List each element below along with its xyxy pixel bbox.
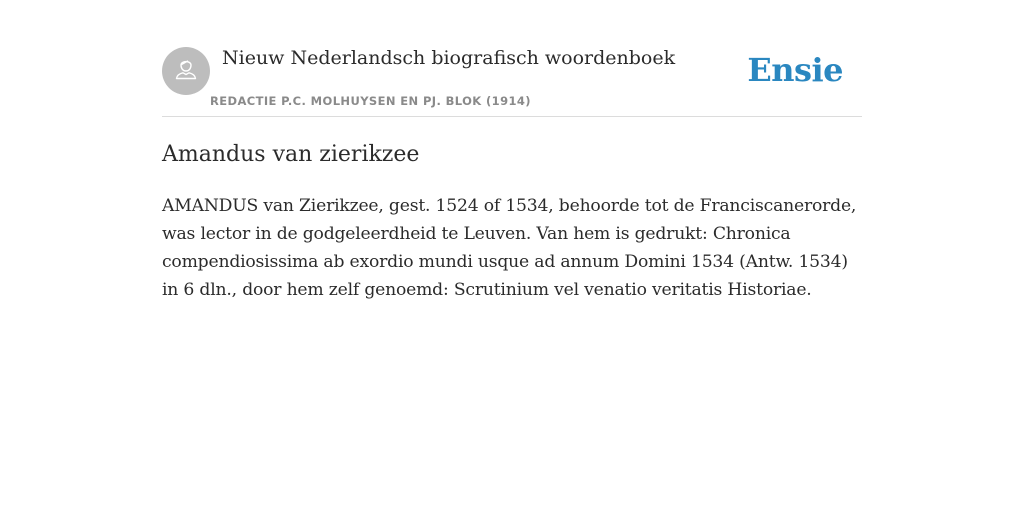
ensie-logo[interactable]: Ensie bbox=[747, 51, 843, 89]
article-body: AMANDUS van Zierikzee, gest. 1524 of 1534, behoorde tot de Franciscanerorde, was lector in de godgeleerdheid te Leuven. Van hem is gedrukt: Chronica compendiosissima ab exordio mundi usque ad annum Domini 1534 (Antw. 1534) in 6 dln., door hem zelf genoemd: Scrutinium vel venatio veritatis Historiae. bbox=[162, 196, 857, 300]
avatar bbox=[162, 47, 210, 95]
article-title: Amandus van zierikzee bbox=[162, 142, 420, 167]
user-icon bbox=[172, 55, 200, 88]
source-title[interactable]: Nieuw Nederlandsch biografisch woordenboek bbox=[222, 47, 676, 69]
source-editors: REDACTIE P.C. MOLHUYSEN EN PJ. BLOK (1914) bbox=[210, 94, 531, 108]
source-header bbox=[162, 46, 862, 117]
